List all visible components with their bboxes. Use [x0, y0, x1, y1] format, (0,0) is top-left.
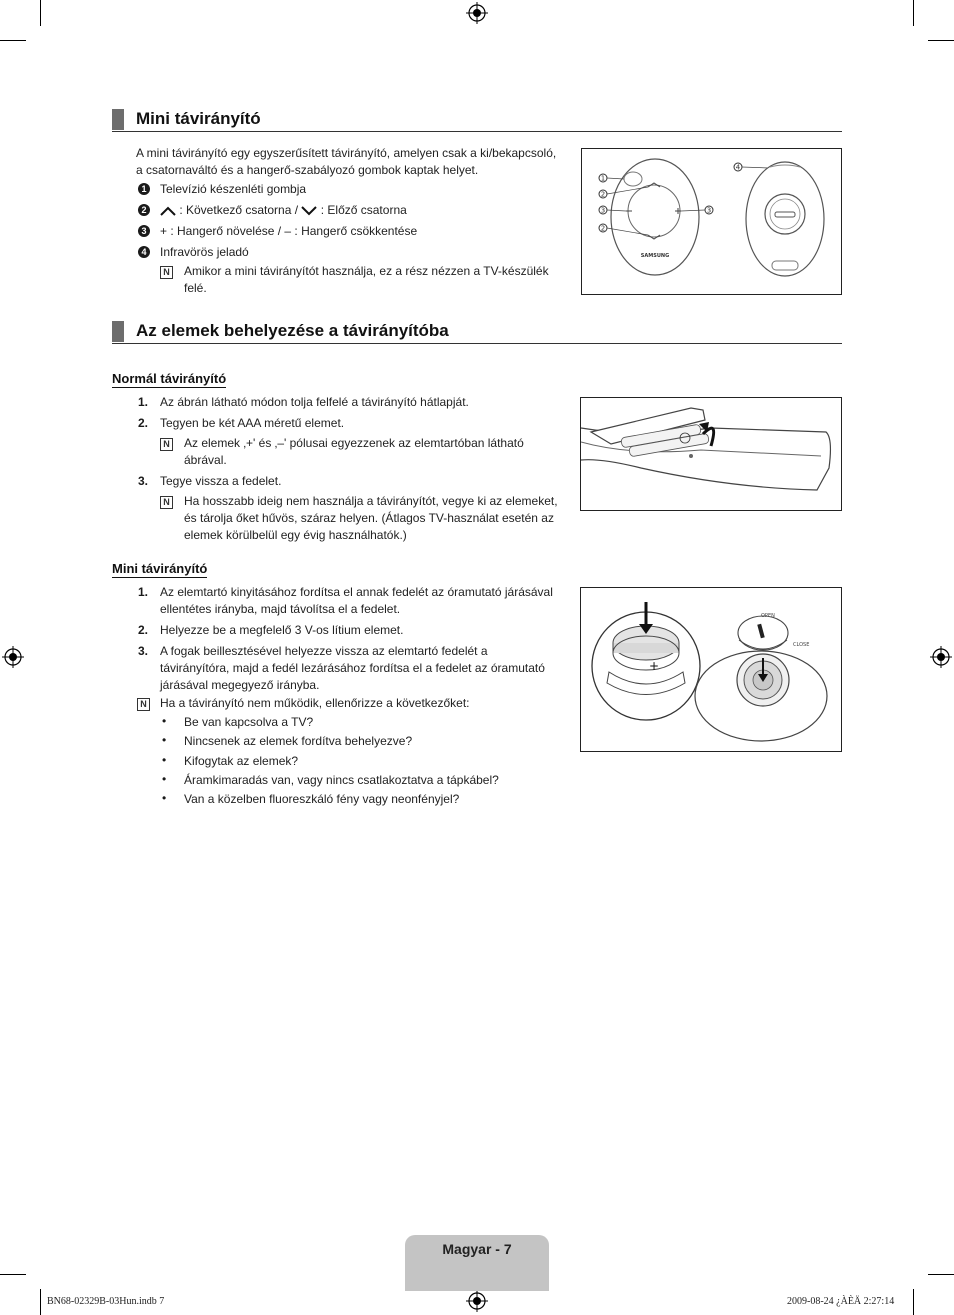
crop-mark [40, 0, 41, 26]
mini-remote-illustration [582, 149, 841, 294]
heading-bar [112, 109, 124, 130]
note-icon: N [160, 496, 173, 509]
bullet: • [162, 714, 167, 728]
crop-mark [913, 0, 914, 26]
step-text [160, 584, 570, 618]
step-line: távirányítóra, majd a fedél lezárásához fordítsa el a fedelet az óramutató [160, 661, 545, 675]
print-date-info: 2009-08-24 ¿ÀÈÄ 2:27:14 [787, 1296, 895, 1307]
section-title: Mini távirányító [136, 109, 261, 128]
bullet: • [162, 733, 167, 747]
svg-text:2: 2 [600, 190, 606, 199]
channel-text: : Következő csatorna / [176, 203, 302, 217]
note-text [184, 435, 574, 469]
chevron-down-icon [301, 206, 317, 216]
svg-text:4: 4 [735, 163, 741, 172]
step-text: Tegye vissza a fedelet. [160, 474, 282, 488]
intro-text [136, 145, 576, 179]
open-label: OPEN [761, 613, 775, 619]
step-number: 1. [138, 395, 149, 409]
channel-text: : Előző csatorna [317, 203, 407, 217]
step-text: Tegyen be két AAA méretű elemet. [160, 416, 345, 430]
subheading-normal-remote: Normál távirányító [112, 371, 227, 386]
section-heading-batteries [112, 321, 842, 344]
item-number-badge: 2 [138, 204, 150, 216]
item-number-badge: 1 [138, 183, 150, 195]
check-item: Kifogytak az elemek? [184, 754, 299, 768]
list-item: Televízió készenléti gombja [160, 182, 307, 196]
check-item: Nincsenek az elemek fordítva behelyezve? [184, 734, 413, 748]
remote-battery-illustration [581, 398, 841, 510]
intro-line: a csatornaváltó és a hangerő-szabályozó gombok kaptak helyet. [136, 163, 479, 177]
note-line: és tárolja őket hűvös, száraz helyen. (Átlagos TV-használat esetén az [184, 511, 554, 525]
step-line: Az elemtartó kinyitásához fordítsa el annak fedelét az óramutató járásával [160, 585, 553, 599]
coin-battery-illustration [581, 588, 841, 751]
registration-mark-icon [930, 646, 952, 668]
mini-remote-figure [581, 148, 842, 295]
note-line: ábrával. [184, 453, 227, 467]
page-label: Magyar - 7 [442, 1241, 512, 1257]
list-item: Infravörös jeladó [160, 245, 249, 259]
step-line: járásával megegyező irányba. [160, 678, 320, 692]
step-line: A fogak beillesztésével helyezze vissza az elemtartó fedelét a [160, 644, 488, 658]
section-heading-mini-remote [112, 109, 842, 132]
crop-mark [928, 40, 954, 41]
note-text [184, 493, 574, 544]
section-title: Az elemek behelyezése a távirányítóba [136, 321, 449, 340]
print-file-info: BN68-02329B-03Hun.indb 7 [47, 1296, 165, 1307]
check-item: Áramkimaradás van, vagy nincs csatlakoztatva a tápkábel? [184, 773, 499, 787]
note-line: Amikor a mini távirányítót használja, ez a rész nézzen a TV-készülék [184, 264, 549, 278]
note-line: elemek körülbelül egy évig használhatók.) [184, 528, 407, 542]
item-number-badge: 3 [138, 225, 150, 237]
registration-mark-icon [466, 2, 488, 24]
note-icon: N [160, 266, 173, 279]
svg-text:+: + [649, 659, 660, 673]
svg-text:3: 3 [706, 206, 712, 215]
step-text: Az ábrán látható módon tolja felfelé a távirányító hátlapját. [160, 395, 469, 409]
note-line: felé. [184, 281, 207, 295]
registration-mark-icon [2, 646, 24, 668]
page-number-tab [405, 1235, 549, 1291]
crop-mark [928, 1274, 954, 1275]
crop-mark [40, 1289, 41, 1315]
registration-mark-icon [466, 1290, 488, 1312]
note-icon: N [160, 438, 173, 451]
chevron-up-icon [160, 206, 176, 216]
bullet: • [162, 753, 167, 767]
bullet: • [162, 791, 167, 805]
svg-text:2: 2 [600, 224, 606, 233]
close-label: CLOSE [793, 642, 810, 648]
step-number: 3. [138, 474, 149, 488]
step-number: 2. [138, 623, 149, 637]
step-number: 2. [138, 416, 149, 430]
step-number: 3. [138, 644, 149, 658]
check-intro: Ha a távirányító nem működik, ellenőrizze a következőket: [160, 696, 470, 710]
step-text: Helyezze be a megfelelő 3 V-os lítium elemet. [160, 623, 404, 637]
note-text [184, 263, 574, 297]
item-number-badge: 4 [138, 246, 150, 258]
svg-text:1: 1 [600, 174, 606, 183]
heading-bar [112, 321, 124, 342]
check-item: Be van kapcsolva a TV? [184, 715, 314, 729]
figure-brand-label: SAMSUNG [640, 253, 670, 259]
normal-remote-figure [580, 397, 842, 511]
note-line: Az elemek ‚+' és ‚–' pólusai egyezzenek az elemtartóban látható [184, 436, 524, 450]
crop-mark [0, 1274, 26, 1275]
list-item-channel [160, 202, 407, 219]
step-text [160, 643, 570, 694]
step-number: 1. [138, 585, 149, 599]
list-item: + : Hangerő növelése / – : Hangerő csökkentése [160, 224, 418, 238]
crop-mark [0, 40, 26, 41]
mini-battery-figure [580, 587, 842, 752]
note-line: Ha hosszabb ideig nem használja a távirányítót, vegye ki az elemeket, [184, 494, 558, 508]
step-line: ellentétes irányba, majd távolítsa el a fedelet. [160, 602, 401, 616]
subheading-mini-remote: Mini távirányító [112, 561, 208, 576]
bullet: • [162, 772, 167, 786]
note-icon: N [137, 698, 150, 711]
intro-line: A mini távirányító egy egyszerűsített távirányító, amelyen csak a ki/bekapcsoló, [136, 146, 557, 160]
crop-mark [913, 1289, 914, 1315]
svg-text:3: 3 [600, 206, 606, 215]
check-item: Van a közelben fluoreszkáló fény vagy neonfényjel? [184, 792, 460, 806]
